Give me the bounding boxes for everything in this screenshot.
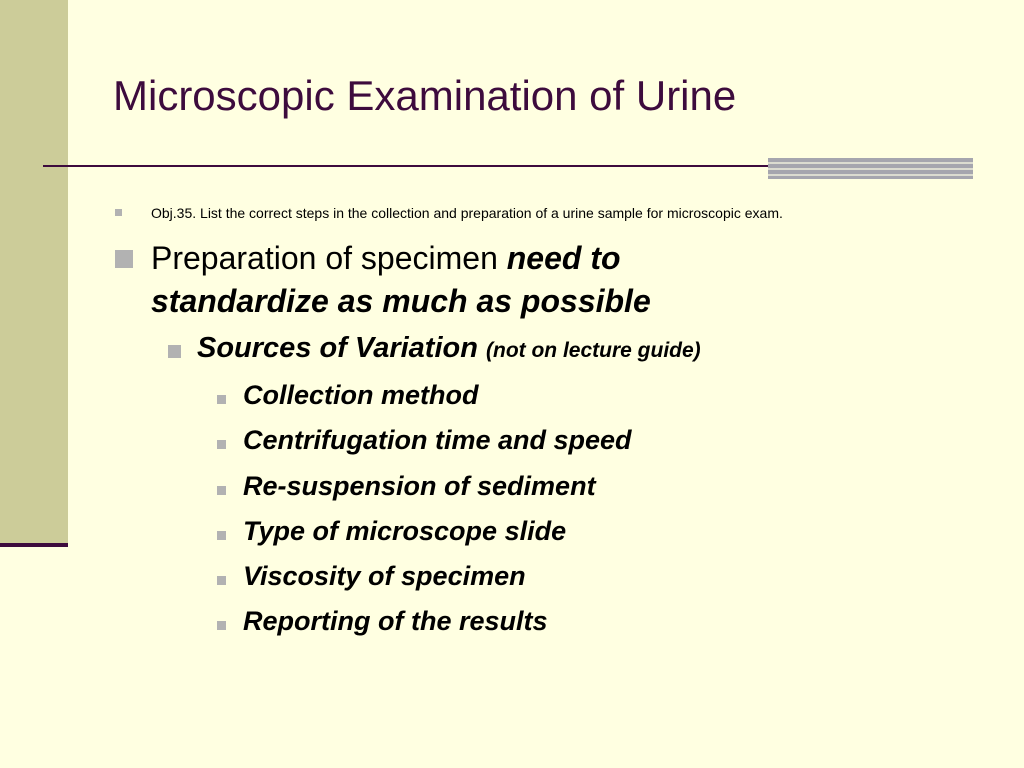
square-bullet-icon	[217, 531, 226, 540]
sources-label: Sources of Variation	[197, 332, 486, 364]
variation-item: Centrifugation time and speed	[243, 425, 632, 455]
variation-item: Viscosity of specimen	[243, 561, 526, 591]
variation-item: Re-suspension of sediment	[243, 471, 596, 501]
square-bullet-icon	[217, 576, 226, 585]
square-bullet-icon	[217, 440, 226, 449]
variation-item: Reporting of the results	[243, 606, 548, 636]
square-bullet-icon	[217, 486, 226, 495]
square-bullet-icon	[217, 395, 226, 404]
sources-of-variation-heading	[197, 332, 701, 365]
square-bullet-icon	[115, 209, 122, 216]
slide-title: Microscopic Examination of Urine	[113, 72, 737, 119]
preparation-text	[151, 237, 651, 323]
sources-note: (not on lecture guide)	[486, 339, 701, 362]
square-bullet-icon	[115, 250, 133, 268]
objective-text: Obj.35. List the correct steps in the collection and preparation of a urine sample for microscopic exam.	[151, 205, 783, 221]
preparation-lead: Preparation of specimen	[151, 240, 507, 276]
left-accent-rule	[0, 543, 68, 547]
preparation-emphasis-line2: standardize as much as possible	[151, 283, 651, 319]
preparation-emphasis-line1: need to	[506, 240, 621, 276]
variation-item: Type of microscope slide	[243, 516, 567, 546]
square-bullet-icon	[217, 621, 226, 630]
square-bullet-icon	[168, 345, 181, 358]
decorative-striped-bar	[768, 158, 973, 179]
variation-item: Collection method	[243, 380, 479, 410]
left-accent-band	[0, 0, 68, 545]
